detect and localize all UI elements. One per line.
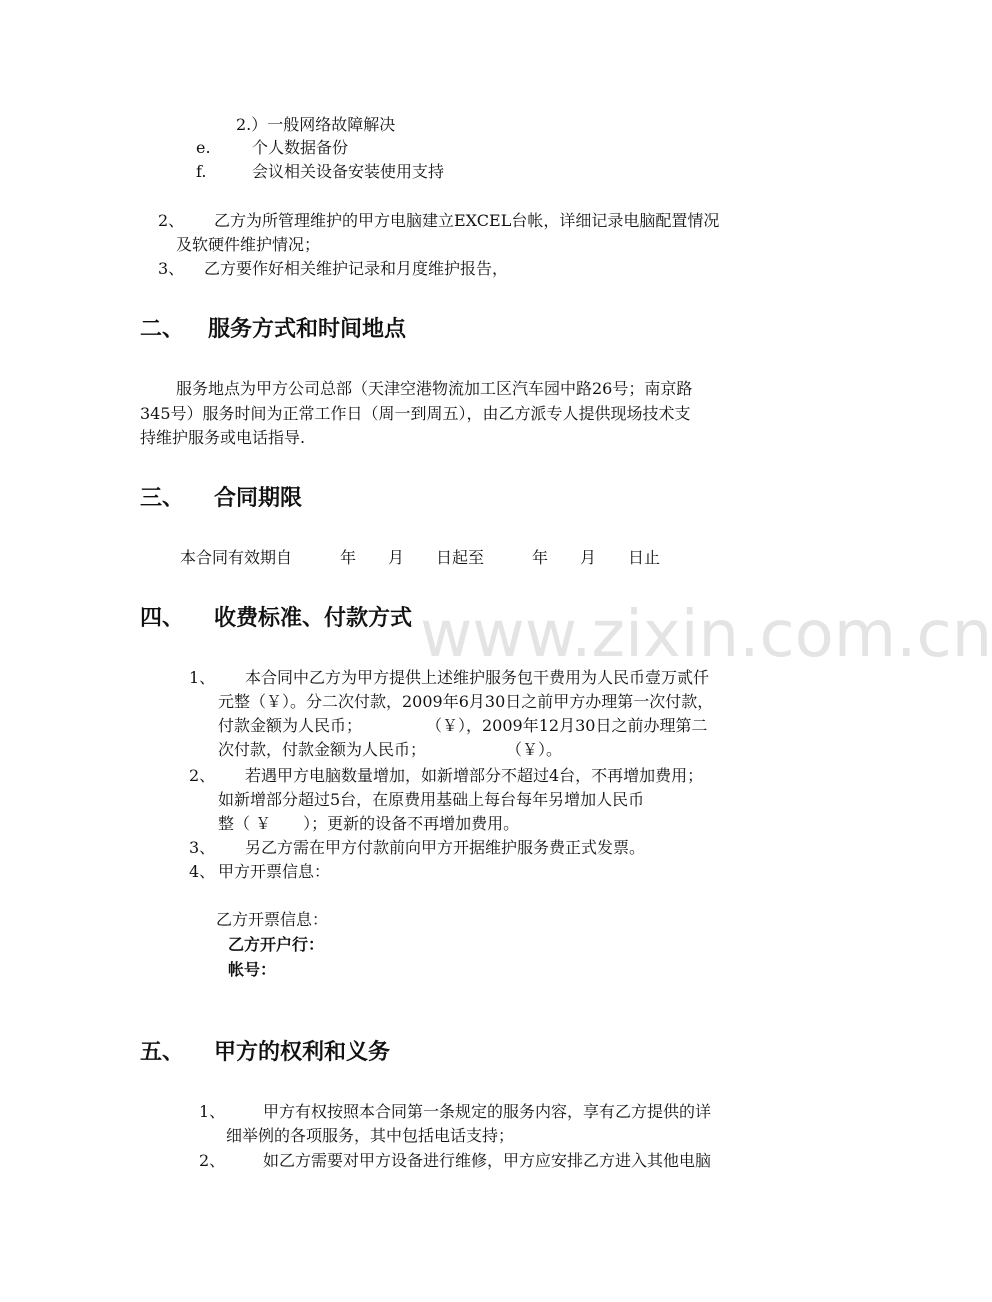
clause-text: 如乙方需要对甲方设备进行维修，甲方应安排乙方进入其他电脑 (263, 1151, 712, 1170)
contract-period: 本合同有效期自 年 月 日起至 年 月 日止 (180, 548, 661, 567)
account-label: 帐号： (228, 960, 277, 979)
paragraph-line: 持维护服务或电话指导. (140, 428, 306, 447)
clause-text: 乙方要作好相关维护记录和月度维护报告， (204, 259, 509, 278)
list-item-network-fault: 2.）一般网络故障解决 (236, 115, 396, 134)
watermark: www.zixin.com.cn (420, 598, 992, 672)
section-title: 收费标准、付款方式 (214, 606, 413, 631)
list-marker-f: f. (196, 162, 207, 181)
clause-text: 如新增部分超过5台，在原费用基础上每台每年另增加人民币 (218, 790, 645, 809)
clause-text: 细举例的各项服务，其中包括电话支持； (226, 1126, 515, 1145)
section-number: 五、 (140, 1040, 185, 1065)
clause-text: 甲方开票信息： (218, 862, 331, 881)
section-number: 四、 (140, 606, 185, 631)
section-title: 合同期限 (214, 486, 303, 511)
clause-text: 若遇甲方电脑数量增加，如新增部分不超过4台，不再增加费用； (245, 766, 704, 785)
section-title: 甲方的权利和义务 (214, 1040, 391, 1065)
clause-number: 2、 (158, 211, 185, 230)
section-number: 二、 (140, 317, 185, 342)
clause-text: 甲方有权按照本合同第一条规定的服务内容，享有乙方提供的详 (263, 1102, 712, 1121)
clause-number: 1、 (189, 668, 216, 687)
clause-text: 付款金额为人民币； （￥），2009年12月30日之前办理第二 (218, 716, 708, 735)
list-marker-e: e. (196, 138, 211, 157)
clause-text: 另乙方需在甲方付款前向甲方开据维护服务费正式发票。 (245, 838, 646, 857)
clause-number: 4、 (189, 862, 216, 881)
paragraph-line: 服务地点为甲方公司总部（天津空港物流加工区汽车园中路26号；南京路 (176, 379, 693, 398)
billing-info-label: 乙方开票信息： (216, 910, 329, 929)
clause-number: 1、 (199, 1102, 226, 1121)
bank-label: 乙方开户行： (228, 935, 325, 954)
section-title: 服务方式和时间地点 (208, 317, 407, 342)
paragraph-line: 345号）服务时间为正常工作日（周一到周五），由乙方派专人提供现场技术支 (140, 404, 691, 423)
list-item-meeting-support: 会议相关设备安装使用支持 (252, 162, 445, 181)
clause-text: 本合同中乙方为甲方提供上述维护服务包干费用为人民币壹万贰仟 (245, 668, 710, 687)
clause-text: 元整（￥）。分二次付款，2009年6月30日之前甲方办理第一次付款， (218, 692, 714, 711)
clause-number: 3、 (158, 259, 185, 278)
clause-number: 2、 (199, 1151, 226, 1170)
section-number: 三、 (140, 486, 185, 511)
clause-number: 2、 (189, 766, 216, 785)
clause-text: 乙方为所管理维护的甲方电脑建立EXCEL台帐，详细记录电脑配置情况 (214, 211, 720, 230)
clause-number: 3、 (189, 838, 216, 857)
clause-text: 及软硬件维护情况； (176, 235, 321, 254)
list-item-data-backup: 个人数据备份 (252, 138, 349, 157)
clause-text: 次付款，付款金额为人民币； （￥）。 (218, 740, 563, 759)
clause-text: 整（ ￥ ）；更新的设备不再增加费用。 (218, 814, 520, 833)
